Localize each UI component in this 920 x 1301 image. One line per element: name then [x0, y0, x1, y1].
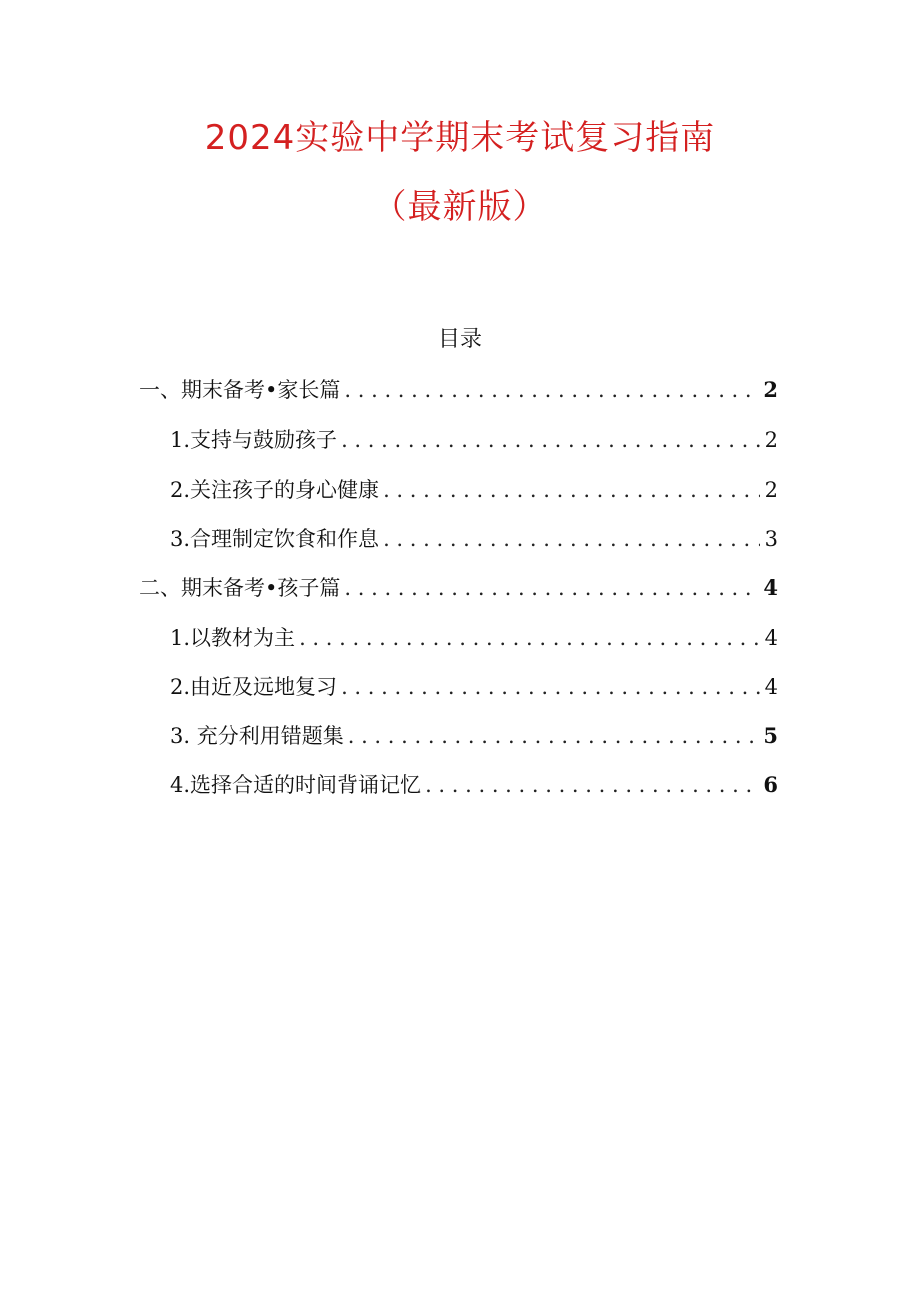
toc-entry-number: 2	[170, 675, 184, 699]
toc-heading: 目录	[437, 327, 482, 352]
toc-leader-dots	[383, 526, 760, 552]
toc-entry-page: 2	[764, 478, 778, 502]
toc-entry-label: .由近及远地复习	[183, 675, 338, 699]
toc-entry-label: 一、期末备考•家长篇	[139, 378, 341, 402]
toc-entry-2-4[interactable]	[170, 772, 778, 798]
toc-entry-page: 5	[763, 723, 778, 748]
toc-entry-page: 4	[764, 626, 778, 650]
toc-entry-label: .以教材为主	[183, 626, 296, 650]
toc-entry-2-3[interactable]	[170, 723, 778, 749]
toc-entry-page: 2	[763, 377, 778, 402]
toc-entry-part-2[interactable]	[139, 575, 778, 601]
toc-entry-2-1[interactable]	[170, 625, 778, 651]
toc-entry-page: 6	[763, 772, 778, 797]
toc-entry-number: 1	[170, 428, 184, 452]
toc-entry-label: .关注孩子的身心健康	[183, 478, 380, 502]
toc-leader-dots	[341, 427, 760, 453]
toc-leader-dots	[383, 477, 760, 503]
toc-entry-number: 2	[170, 478, 184, 502]
toc-entry-label: . 充分利用错题集	[183, 724, 344, 748]
toc-entry-page: 3	[764, 527, 778, 551]
toc-entry-label: 二、期末备考•孩子篇	[139, 576, 341, 600]
toc-entry-number: 1	[170, 626, 184, 650]
toc-entry-1-1[interactable]	[170, 427, 778, 453]
toc-leader-dots	[344, 377, 759, 403]
toc-leader-dots	[299, 625, 760, 651]
toc-entry-part-1[interactable]	[139, 377, 778, 403]
toc-entry-page: 4	[764, 675, 778, 699]
document-title: 2024实验中学期末考试复习指南	[204, 118, 716, 158]
toc-entry-number: 3	[170, 724, 184, 748]
toc-entry-1-2[interactable]	[170, 477, 778, 503]
toc-entry-label: .支持与鼓励孩子	[183, 428, 338, 452]
toc-entry-2-2[interactable]	[170, 674, 778, 700]
toc-entry-page: 4	[763, 575, 778, 600]
toc-entry-label: .选择合适的时间背诵记忆	[183, 773, 422, 797]
document-subtitle: （最新版）	[372, 187, 548, 227]
toc-entry-1-3[interactable]	[170, 526, 778, 552]
toc-entry-label: .合理制定饮食和作息	[183, 527, 380, 551]
toc-leader-dots	[348, 723, 760, 749]
toc-entry-number: 3	[170, 527, 184, 551]
toc-entry-number: 4	[170, 773, 184, 797]
toc-leader-dots	[341, 674, 760, 700]
toc-leader-dots	[425, 772, 759, 798]
toc-entry-page: 2	[764, 428, 778, 452]
toc-leader-dots	[344, 575, 759, 601]
